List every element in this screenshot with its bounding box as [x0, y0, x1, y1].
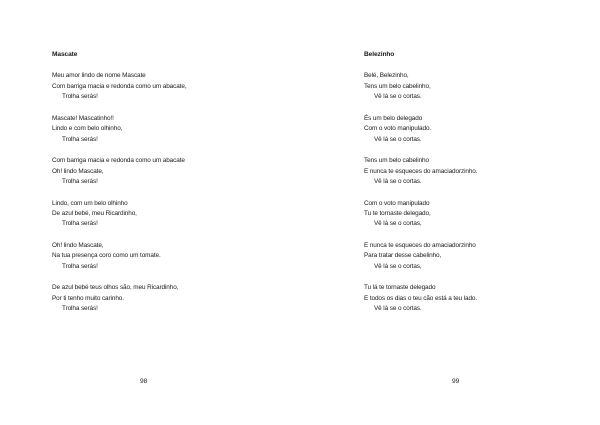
stanza: [52, 199, 187, 230]
refrain: Vê lá se o cortas.: [374, 305, 422, 313]
verse: Com barriga macia e redonda como um abacate,: [52, 82, 187, 90]
verse: E todos os dias o teu cão está a teu lado.: [364, 294, 478, 302]
verse: Tu te tornaste delegado,: [364, 210, 431, 218]
stanza: [52, 114, 187, 145]
refrain: Trolha serás!: [62, 135, 98, 143]
refrain: Trolha serás!: [62, 220, 98, 228]
page-number: 99: [452, 378, 460, 385]
verse: Na tua presença coro como um tomate.: [52, 252, 161, 260]
verse: E nunca te esqueces do amaciadorzinho.: [364, 167, 478, 175]
verse: Oh! lindo Mascate,: [52, 167, 104, 175]
refrain: Vê lá se o cortas.: [374, 135, 422, 143]
poem-title: Belezinho: [364, 51, 395, 58]
stanza: [364, 71, 477, 102]
refrain: Vê lá se o cortas,: [374, 220, 422, 228]
verse: Com o voto manipulado: [364, 199, 430, 207]
verse: E nunca te esqueces do amaciadorzinho: [364, 242, 476, 250]
refrain: Trolha serás!: [62, 305, 98, 313]
poem-title: Mascate: [52, 51, 78, 58]
page-number: 98: [140, 378, 148, 385]
verse: Para tratar desse cabelinho,: [364, 252, 442, 260]
verse: Belé, Belezinho,: [364, 72, 409, 80]
stanza: [52, 156, 187, 187]
verse: Por ti tenho muito carinho.: [52, 294, 124, 302]
verse: Oh! lindo Mascate,: [52, 242, 104, 250]
verse: Meu amor lindo de nome Mascate: [52, 72, 146, 80]
stanza: [52, 71, 187, 102]
verse: Tu lá te tornaste delegado: [364, 284, 436, 292]
poem-belezinho: [364, 50, 477, 326]
stanza: [52, 241, 187, 272]
verse: Tens um belo cabelinho,: [364, 82, 431, 90]
refrain: Vê lá se o cortas,: [374, 262, 422, 270]
refrain: Vê lá se o cortas.: [374, 178, 422, 186]
verse: És um belo delegado: [364, 114, 423, 122]
verse: Lindo e com belo olhinho,: [52, 125, 123, 133]
refrain: Trolha serás!: [62, 178, 98, 186]
verse: De azul bebé teus olhos são, meu Ricardinho,: [52, 284, 179, 292]
verse: Com barriga macia e redonda como um abacate: [52, 157, 185, 165]
verse: De azul bebé, meu Ricardinho,: [52, 210, 137, 218]
right-page: [300, 0, 600, 425]
stanza: [364, 156, 477, 187]
verse: Com o voto manipulado.: [364, 125, 432, 133]
poem-mascate: [52, 50, 187, 326]
refrain: Trolha serás!: [62, 93, 98, 101]
verse: Lindo, com um belo olhinho: [52, 199, 128, 207]
stanza: [364, 241, 477, 272]
refrain: Vê lá se o cortas.: [374, 93, 422, 101]
stanza: [364, 283, 477, 314]
verse: Tens um belo cabelinho: [364, 157, 429, 165]
refrain: Trolha serás!: [62, 262, 98, 270]
stanza: [364, 114, 477, 145]
stanza: [364, 199, 477, 230]
stanza: [52, 283, 187, 314]
verse: Mascate! Mascatinho!!: [52, 114, 114, 122]
